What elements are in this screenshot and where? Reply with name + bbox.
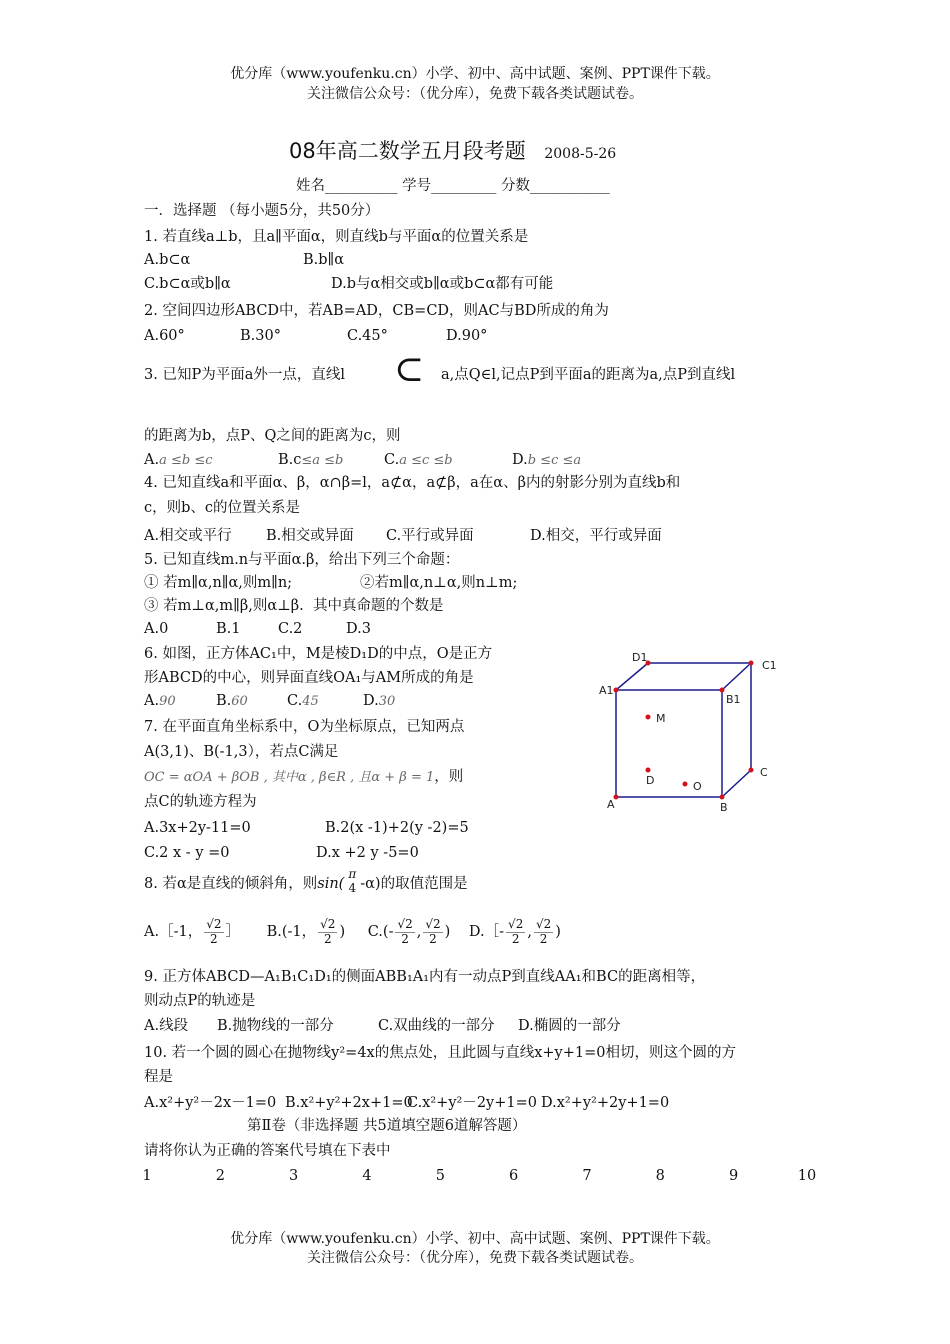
cube-vertices [614, 661, 754, 800]
q6-option-d [363, 692, 395, 710]
q6-line-1: 6. 如图，正方体AC₁中，M是棱D₁D的中点，O是正方 [144, 646, 493, 662]
q3-option-d-label: D. [512, 452, 528, 468]
q8-stem-b: -α)的取值范围是 [360, 875, 468, 892]
label-d: D [646, 774, 655, 787]
vertex-dot [720, 795, 725, 800]
q5-option-b: B.1 [216, 621, 241, 637]
two: 2 [210, 931, 218, 946]
q3-option-b-expr: ≤a ≤b [301, 453, 344, 468]
label-b: B [720, 801, 728, 814]
label-m: M [656, 712, 666, 725]
two: 2 [539, 931, 548, 946]
q2-option-d: D.90° [446, 328, 488, 344]
q3-option-a-label: A. [144, 452, 160, 468]
q7-option-d: D.x +2 y -5=0 [316, 845, 419, 861]
cube-edge [722, 663, 751, 690]
answer-number: 2 [215, 1168, 225, 1184]
subset-symbol: ⊂ [394, 349, 425, 390]
q4-option-a: A.相交或平行 [144, 528, 232, 544]
answer-number: 1 [142, 1168, 152, 1184]
q10-option-b: B.x²+y²+2x+1=0 [285, 1095, 413, 1111]
q8-b-close: ) [339, 924, 346, 941]
exam-title: 08年高二数学五月段考题 [289, 139, 526, 163]
q10-line-1: 10. 若一个圆的圆心在抛物线y²=4x的焦点处，且此圆与直线x+y+1=0相切，则这个圆的方 [144, 1045, 736, 1061]
q3-option-d-expr: b ≤c ≤a [527, 453, 582, 468]
q5-option-c: C.2 [278, 621, 303, 637]
q8-c-open: C.(- [367, 924, 394, 941]
q5-prop-2: ②若m∥α,n⊥α,则n⊥m; [360, 575, 518, 591]
q9-option-d: D.椭圆的一部分 [518, 1018, 621, 1034]
q7-line-1: 7. 在平面直角坐标系中，O为坐标原点，已知两点 [144, 719, 465, 735]
q7-formula: OC = αOA + βOB , 其中α , β∈R , 且α + β = 1 [144, 770, 435, 785]
four: 4 [348, 880, 357, 895]
q1-option-c: C.b⊂α或b∥α [144, 276, 231, 292]
header-line-1: 优分库（www.youfenku.cn）小学、初中、高中试题、案例、PPT课件下载。 [230, 66, 720, 82]
two: 2 [511, 931, 520, 946]
q2-option-c: C.45° [347, 328, 388, 344]
footer-line-2: 关注微信公众号：（优分库），免费下载各类试题试卷。 [307, 1250, 643, 1266]
q4-option-b: B.相交或异面 [266, 528, 354, 544]
q3-option-c-expr: a ≤c ≤b [399, 453, 453, 468]
q6-option-b-val: 60 [231, 694, 248, 709]
sqrt2: √2 [508, 917, 524, 931]
q8-option-c [367, 917, 451, 946]
q6-option-a-label: A. [144, 693, 160, 709]
q8-d-open: D.［- [468, 924, 505, 941]
q3-stem-2: 的距离为b，点P、Q之间的距离为c，则 [144, 428, 401, 444]
q7-line-2: A(3,1)、B(-1,3），若点C满足 [144, 744, 339, 760]
label-d1: D1 [632, 651, 648, 664]
point-m-dot [646, 715, 651, 720]
q9-option-b: B.抛物线的一部分 [217, 1018, 334, 1034]
q4-option-c: C.平行或异面 [386, 528, 474, 544]
q6-option-c [287, 692, 319, 710]
q8-a-open: A.［-1， [144, 924, 203, 941]
sqrt2-over-2 [395, 918, 414, 947]
label-a1: A1 [599, 684, 614, 697]
q1-option-d: D.b与α相交或b∥α或b⊂α都有可能 [331, 276, 554, 292]
q3-option-d [512, 451, 581, 469]
q2-option-b: B.30° [240, 328, 281, 344]
label-b1: B1 [726, 693, 741, 706]
label-a: A [607, 798, 615, 811]
q3-option-b [278, 451, 343, 469]
q3-option-c [384, 451, 453, 469]
q6-option-b-label: B. [216, 693, 232, 709]
two: 2 [323, 931, 332, 946]
q2-option-a: A.60° [144, 328, 185, 344]
cube-figure [595, 645, 795, 820]
sqrt2: √2 [535, 917, 552, 931]
q8-a-close: ］ [225, 924, 240, 941]
q8-stem-a: 8. 若α是直线的倾斜角，则 [144, 875, 318, 892]
answer-number: 7 [582, 1168, 592, 1184]
answer-number: 3 [289, 1168, 299, 1184]
q7-option-c: C.2 x - y =0 [144, 845, 230, 861]
q2-stem: 2. 空间四边形ABCD中，若AB=AD，CB=CD，则AC与BD所成的角为 [144, 303, 609, 319]
pi-symbol: π [348, 867, 357, 881]
q6-option-a [144, 692, 176, 710]
q4-option-d: D.相交，平行或异面 [530, 528, 662, 544]
q10-option-d: D.x²+y²+2y+1=0 [541, 1095, 670, 1111]
q10-option-a: A.x²+y²－2x－1=0 [144, 1095, 277, 1111]
answer-number-row [137, 1168, 817, 1184]
point-d-dot [646, 768, 651, 773]
q5-option-d: D.3 [346, 621, 371, 637]
sqrt2: √2 [320, 917, 336, 931]
q8-option-d [468, 917, 561, 946]
header-line-2: 关注微信公众号：（优分库），免费下载各类试题试卷。 [307, 86, 643, 102]
q9-option-a: A.线段 [144, 1018, 189, 1034]
q8-options [144, 918, 561, 947]
q3-option-b-label: B.c [278, 452, 302, 468]
section-heading: 一．选择题 （每小题5分，共50分） [144, 203, 380, 219]
sqrt2-over-2 [423, 918, 442, 947]
q1-option-a: A.b⊂α [144, 252, 191, 268]
footer-line-1: 优分库（www.youfenku.cn）小学、初中、高中试题、案例、PPT课件下载。 [230, 1231, 720, 1247]
q8-pi-over-4 [346, 868, 358, 896]
q8-option-b [266, 917, 346, 946]
q7-line-3 [144, 768, 463, 786]
q3-option-a-expr: a ≤b ≤c [159, 453, 213, 468]
q6-option-a-val: 90 [159, 694, 176, 709]
q8-stem [144, 867, 468, 896]
sqrt2: √2 [425, 917, 441, 931]
point-o-dot [683, 782, 688, 787]
exam-date: 2008-5-26 [544, 146, 617, 162]
sqrt2: √2 [206, 917, 222, 931]
q7-line-4: 点C的轨迹方程为 [144, 794, 257, 810]
sqrt2-over-2 [534, 918, 553, 947]
q3-stem-a: 3. 已知P为平面a外一点，直线l [144, 367, 345, 383]
answer-number: 4 [362, 1168, 372, 1184]
answer-number: 8 [655, 1168, 665, 1184]
q5-prop-3-text: ③ 若m⊥α,m∥β,则α⊥β. [144, 598, 304, 614]
q10-line-2: 程是 [144, 1069, 173, 1085]
two: 2 [401, 931, 409, 946]
label-c: C [760, 766, 768, 779]
q5-prop-3-tail: 其中真命题的个数是 [312, 598, 444, 614]
q3-option-a [144, 451, 213, 469]
q8-option-a [144, 917, 240, 946]
q9-line-1: 9. 正方体ABCD—A₁B₁C₁D₁的侧面ABB₁A₁内有一动点P到直线AA₁和BC的距离相等， [144, 969, 706, 985]
label-c1: C1 [762, 659, 777, 672]
q1-stem: 1. 若直线a⊥b，且a∥平面α，则直线b与平面α的位置关系是 [144, 229, 529, 245]
answer-number: 5 [435, 1168, 445, 1184]
sqrt2-over-2 [506, 918, 525, 947]
q6-option-d-val: 30 [378, 694, 396, 709]
q8-b-open: B.(-1， [266, 924, 317, 941]
answer-number: 9 [729, 1168, 739, 1184]
q4-line-1: 4. 已知直线a和平面α、β，α∩β=l，a⊄α，a⊄β，a在α、β内的射影分别为直线b和 [144, 475, 681, 491]
q10-option-c: C.x²+y²－2y+1=0 [407, 1095, 537, 1111]
vertex-dot [614, 688, 619, 693]
q6-option-d-label: D. [363, 693, 379, 709]
vertex-dot [749, 661, 754, 666]
q4-line-2: c，则b、c的位置关系是 [144, 500, 301, 516]
q7-option-a: A.3x+2y-11=0 [144, 820, 251, 836]
q7-option-b: B.2(x -1)+2(y -2)=5 [325, 820, 469, 836]
vertex-dot [720, 688, 725, 693]
q3-stem-b: a,点Q∈l,记点P到平面a的距离为a,点P到直线l [441, 367, 736, 383]
answer-instruction: 请将你认为正确的答案代号填在下表中 [144, 1143, 391, 1159]
label-o: O [693, 780, 702, 793]
q8-sin: sin( [317, 875, 345, 892]
q7-formula-tail: ，则 [434, 769, 464, 785]
answer-number: 6 [509, 1168, 519, 1184]
cube-edges [616, 663, 751, 797]
q5-prop-1: ① 若m∥α,n∥α,则m∥n; [144, 575, 293, 591]
q6-option-c-val: 45 [302, 694, 319, 709]
page-title [289, 138, 616, 164]
cube-edge [616, 663, 648, 690]
q3-option-c-label: C. [384, 452, 400, 468]
comma: , [416, 924, 422, 941]
q9-line-2: 则动点P的轨迹是 [144, 993, 256, 1009]
q8-d-close: ) [555, 924, 561, 941]
comma: , [527, 924, 532, 941]
part-two-heading: 第Ⅱ卷（非选择题 共5道填空题6道解答题） [247, 1118, 527, 1134]
sqrt2: √2 [397, 917, 413, 931]
q5-option-a: A.0 [144, 621, 169, 637]
sqrt2-over-2 [204, 918, 223, 947]
q9-option-c: C.双曲线的一部分 [378, 1018, 495, 1034]
q5-prop-3 [144, 597, 443, 615]
vertex-dot [749, 768, 754, 773]
q5-stem: 5. 已知直线m.n与平面α.β，给出下列三个命题： [144, 552, 460, 568]
q6-option-b [216, 692, 248, 710]
q6-line-2: 形ABCD的中心，则异面直线OA₁与AM所成的角是 [144, 670, 474, 686]
q6-option-c-label: C. [287, 693, 303, 709]
student-info: 姓名__________ 学号_________ 分数___________ [296, 178, 610, 194]
sqrt2-over-2 [318, 918, 337, 947]
two: 2 [429, 931, 437, 946]
answer-number: 10 [797, 1168, 817, 1184]
q8-c-close: ) [444, 924, 451, 941]
q1-option-b: B.b∥α [303, 252, 345, 268]
cube-edge [722, 770, 751, 797]
